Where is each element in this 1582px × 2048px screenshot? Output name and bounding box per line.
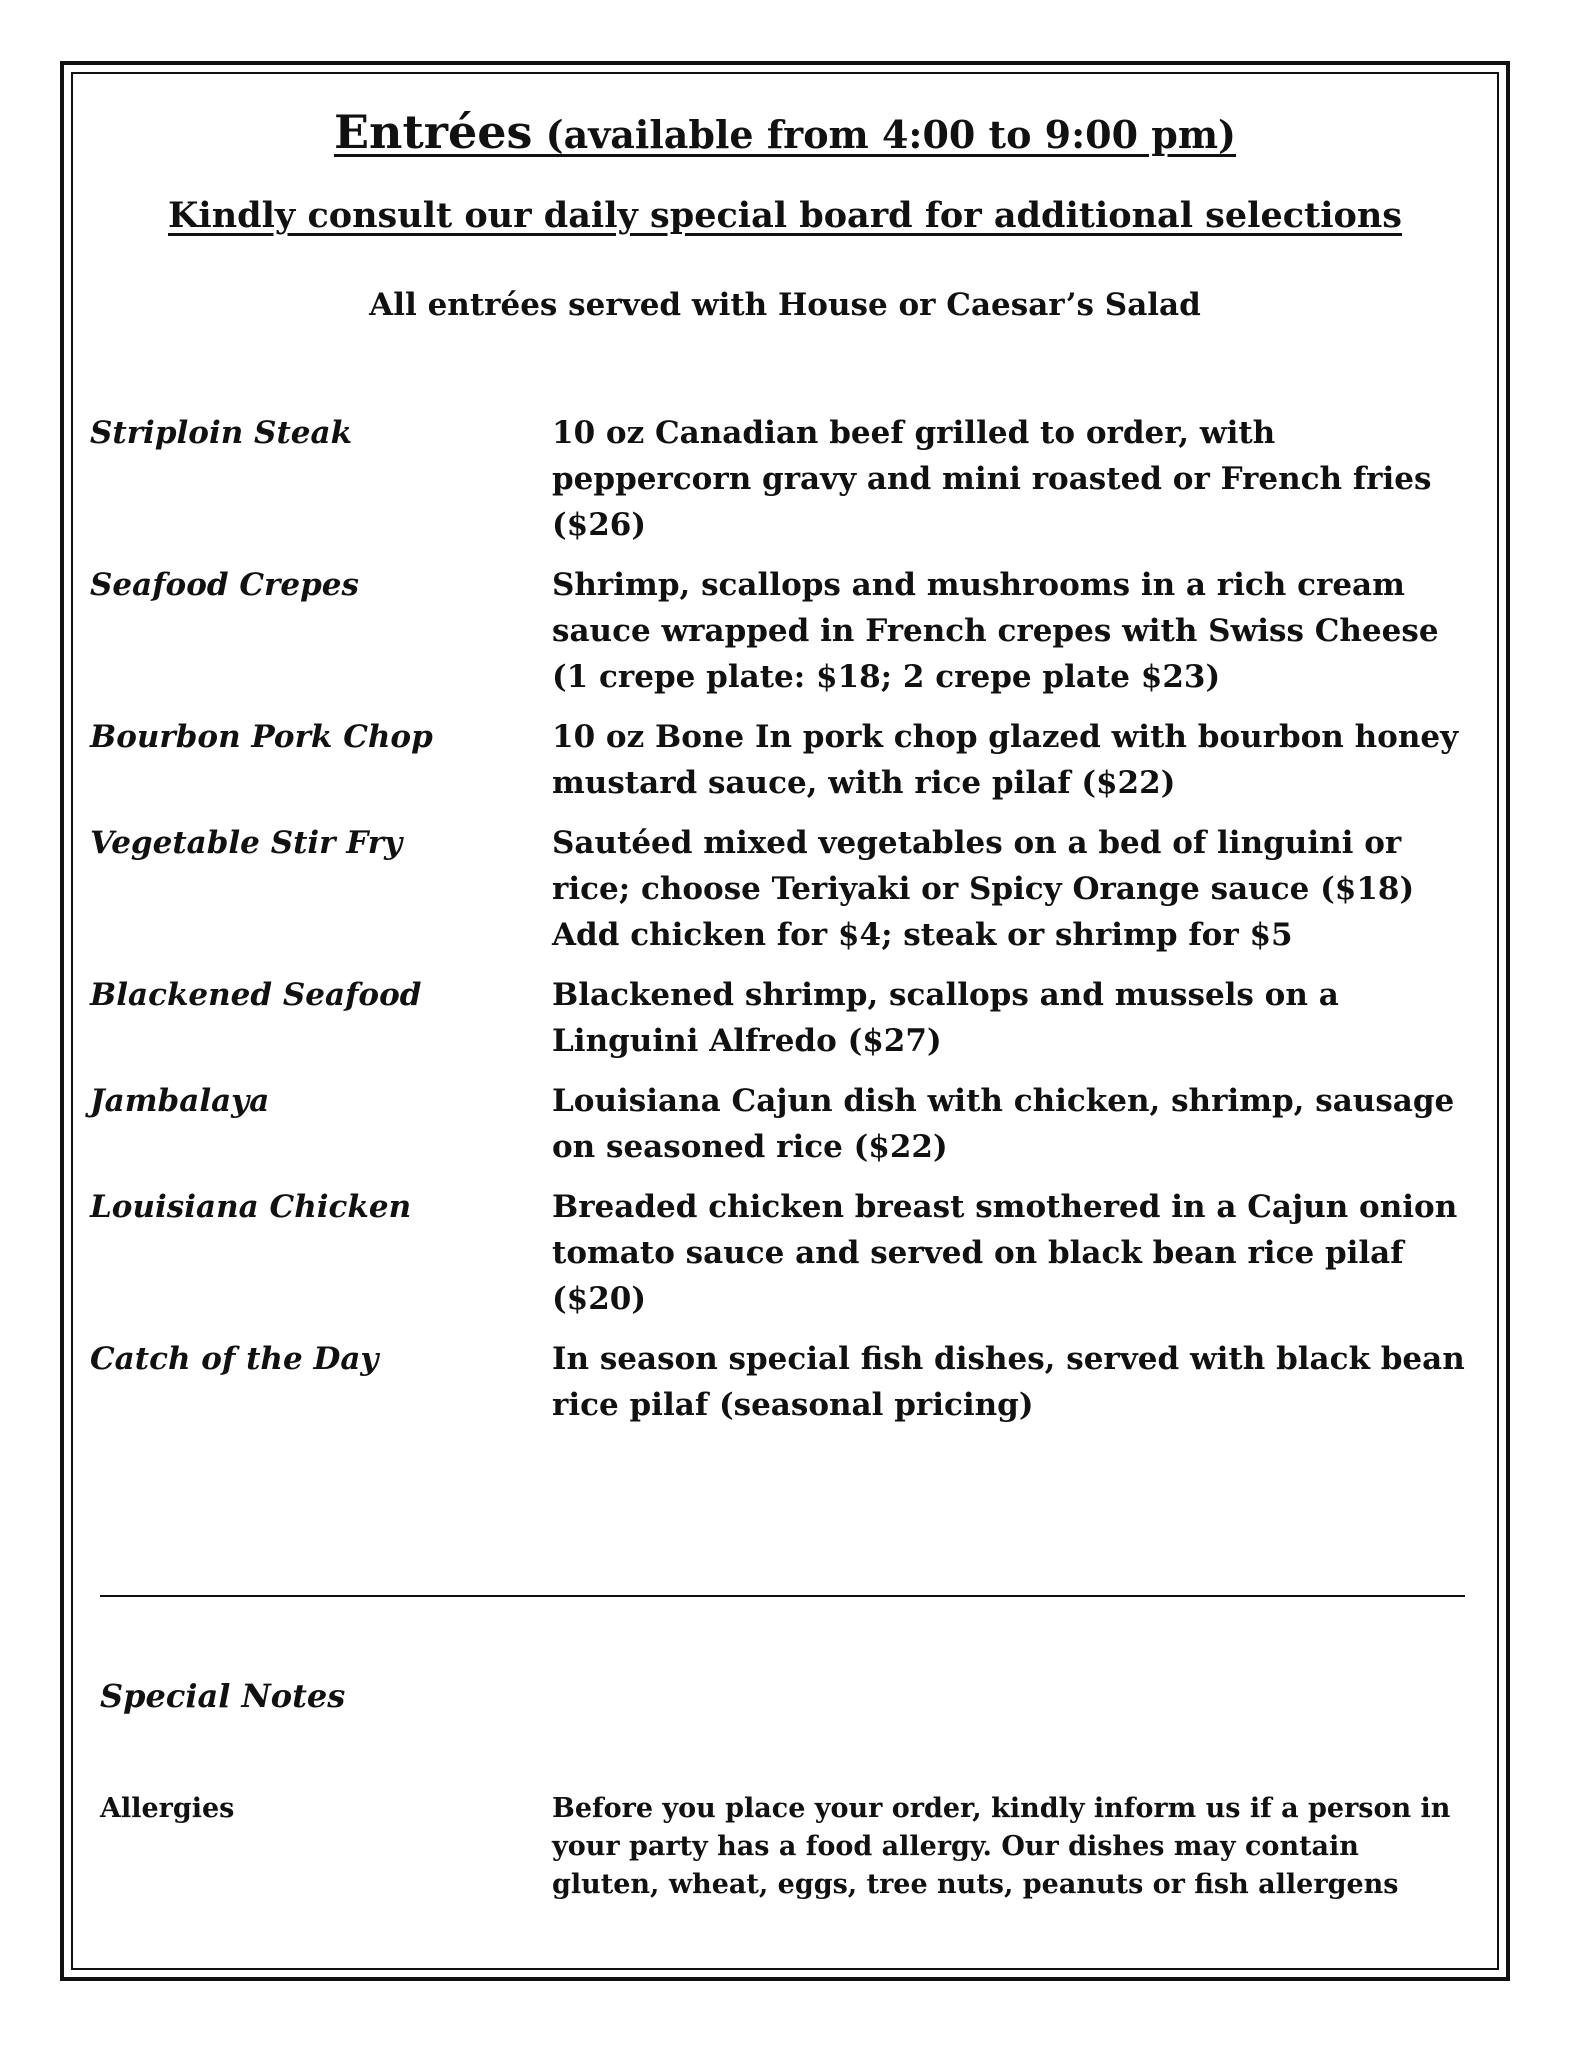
menu-item-name: Seafood Crepes [90, 567, 359, 603]
title-main: Entrées [333, 105, 533, 159]
title-hours: (available from 4:00 to 9:00 pm) [532, 112, 1237, 157]
menu-item [90, 820, 1480, 958]
menu-item-name: Bourbon Pork Chop [90, 719, 433, 755]
served-with-note: All entrées served with House or Caesar’s Salad [369, 287, 1201, 323]
allergies-text: Before you place your order, kindly inform us if a person in your party has a food allergy. Our dishes may contain gluten, wheat, eggs, tree nuts, peanuts or fish allergens [552, 1793, 1451, 1900]
menu-item-description: Breaded chicken breast smothered in a Cajun onion tomato sauce and served on black bean rice pilaf ($20) [552, 1189, 1458, 1317]
menu-item-description: In season special fish dishes, served with black bean rice pilaf (seasonal pricing) [552, 1341, 1465, 1423]
allergies-note [100, 1790, 1470, 1904]
menu-item [90, 972, 1480, 1064]
allergies-label: Allergies [100, 1793, 235, 1824]
menu-item-description: Shrimp, scallops and mushrooms in a rich cream sauce wrapped in French crepes with Swiss Cheese (1 crepe plate: $18; 2 crepe plate $23) [552, 567, 1439, 695]
section-divider [100, 1595, 1465, 1597]
menu-item [90, 410, 1480, 548]
entree-list [90, 410, 1480, 1442]
menu-item-name: Striploin Steak [90, 415, 353, 451]
menu-item-name: Louisiana Chicken [90, 1189, 412, 1225]
menu-item-name: Vegetable Stir Fry [90, 825, 403, 861]
menu-item-name: Blackened Seafood [90, 977, 422, 1013]
special-board-note: Kindly consult our daily special board for additional selections [167, 195, 1402, 236]
menu-item-description: 10 oz Bone In pork chop glazed with bourbon honey mustard sauce, with rice pilaf ($22) [552, 719, 1459, 801]
menu-item [90, 562, 1480, 700]
menu-item-description: Sautéed mixed vegetables on a bed of linguini or rice; choose Teriyaki or Spicy Orange sauce ($18) Add chicken for $4; steak or shrimp for $5 [552, 825, 1415, 953]
menu-item-name: Catch of the Day [90, 1341, 379, 1377]
menu-item-description: Louisiana Cajun dish with chicken, shrimp, sausage on seasoned rice ($22) [552, 1083, 1455, 1165]
menu-item [90, 1184, 1480, 1322]
special-notes-heading: Special Notes [100, 1677, 346, 1715]
menu-item [90, 1336, 1480, 1428]
menu-item-name: Jambalaya [90, 1083, 270, 1119]
menu-item [90, 1078, 1480, 1170]
page-subtitle [90, 195, 1480, 236]
page-title [90, 105, 1480, 159]
menu-item-description: 10 oz Canadian beef grilled to order, with peppercorn gravy and mini roasted or French fries ($26) [552, 415, 1432, 543]
menu-item [90, 714, 1480, 806]
menu-item-description: Blackened shrimp, scallops and mussels on a Linguini Alfredo ($27) [552, 977, 1339, 1059]
